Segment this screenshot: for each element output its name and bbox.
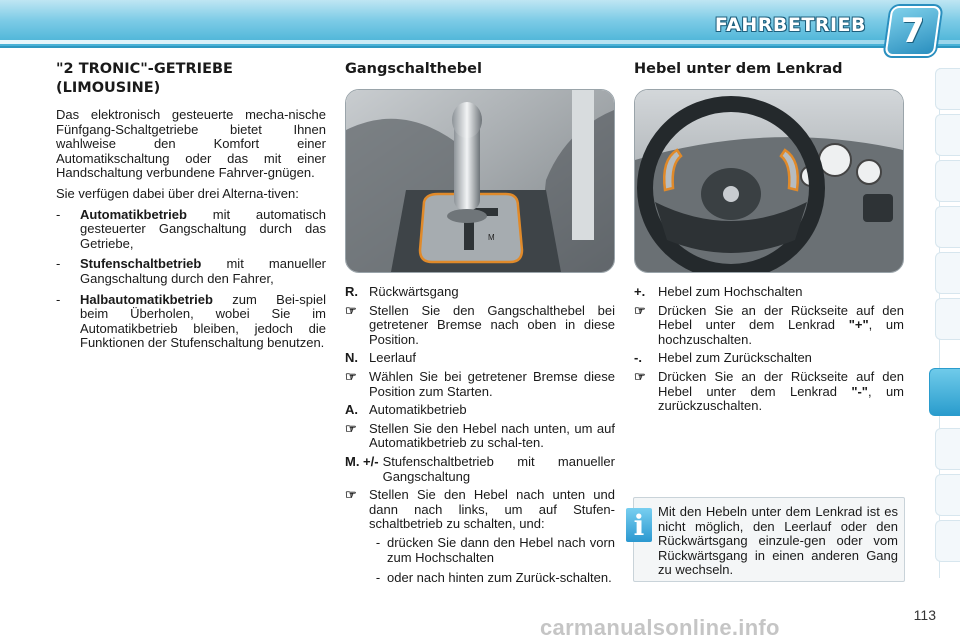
mode-text	[80, 293, 326, 351]
paddle-item	[634, 304, 904, 348]
gear-item	[345, 285, 615, 300]
chapter-number-badge	[884, 6, 941, 56]
steering-wheel-illustration	[635, 90, 903, 272]
gear-item	[345, 488, 615, 532]
sub-item	[369, 536, 615, 565]
mode-desc: mit automatisch gesteuerter Gangschaltung durch das Getriebe,	[80, 206, 326, 251]
list-dash: -	[56, 206, 61, 222]
mode-desc: mit manueller Gangschaltung durch den Fahrer,	[80, 256, 326, 286]
steering-wheel-photo	[634, 89, 904, 273]
item-text-part: Drücken Sie an der Rückseite auf den Hebel unter dem Lenkrad	[658, 368, 904, 399]
side-tab-10[interactable]	[935, 520, 960, 562]
gear-item	[345, 370, 615, 399]
column-steering-paddles	[634, 60, 904, 418]
section-title-gear-lever: Gangschalthebel	[345, 61, 482, 77]
side-tab-9[interactable]	[935, 474, 960, 516]
chapter-number: 7	[901, 11, 925, 51]
hand-pointer-icon: ☞	[345, 487, 357, 503]
intro-paragraph: Das elektronisch gesteuerte mecha-nische Fünfgang-Schaltgetriebe bietet Ihnen wahlweise den Komfort einer Automatikschaltung oder das mit einer Handschaltung verbundene Fahrver-gnügen.	[56, 107, 326, 181]
side-tab-3[interactable]	[935, 160, 960, 202]
info-icon: i	[626, 508, 652, 542]
item-key: R.	[345, 284, 358, 299]
item-key: M. +/-	[345, 453, 379, 469]
title-line-2: (LIMOUSINE)	[56, 80, 161, 96]
item-text: Automatikbetrieb	[369, 402, 467, 418]
item-text-tail: , um zurückzuschalten.	[658, 383, 904, 414]
mode-term: Automatikbetrieb	[80, 206, 187, 222]
item-text: Stufenschaltbetrieb mit manueller Gangschaltung	[382, 453, 615, 484]
hand-pointer-icon: ☞	[345, 420, 357, 436]
mode-term: Stufenschaltbetrieb	[80, 256, 202, 272]
side-tab-5[interactable]	[935, 252, 960, 294]
mode-item	[56, 293, 326, 351]
mode-term: Halbautomatikbetrieb	[80, 291, 213, 307]
column-gear-lever	[345, 60, 615, 592]
item-text: Hebel zum Zurückschalten	[658, 350, 812, 366]
side-tab-7-active[interactable]	[929, 368, 960, 416]
svg-text:M: M	[488, 233, 495, 242]
page-number: 113	[913, 607, 936, 623]
side-tab-6[interactable]	[935, 298, 960, 340]
item-text: Wählen Sie bei getretener Bremse diese Position zum Starten.	[369, 368, 615, 399]
hand-pointer-icon: ☞	[634, 368, 646, 384]
gear-item	[345, 422, 615, 451]
list-dash: -	[375, 534, 381, 550]
paddle-item	[634, 351, 904, 366]
gear-item	[345, 351, 615, 366]
hand-pointer-icon: ☞	[345, 368, 357, 384]
item-text: Rückwärtsgang	[369, 284, 459, 299]
sub-item	[369, 571, 615, 586]
chapter-side-tabs	[928, 68, 960, 578]
mode-item	[56, 208, 326, 252]
paddle-item	[634, 285, 904, 300]
section-title-steering-paddles: Hebel unter dem Lenkrad	[634, 61, 843, 77]
hand-pointer-icon: ☞	[345, 302, 357, 318]
hand-pointer-icon: ☞	[634, 302, 646, 318]
header-stripe	[0, 40, 960, 44]
gear-item	[345, 304, 615, 348]
side-tab-8[interactable]	[935, 428, 960, 470]
side-tab-4[interactable]	[935, 206, 960, 248]
list-dash: -	[375, 570, 381, 586]
item-text-tail: , um hochzuschalten.	[658, 317, 904, 347]
item-text	[658, 304, 904, 348]
gear-item	[345, 455, 615, 484]
mode-text	[80, 257, 326, 286]
item-key: N.	[345, 350, 358, 366]
side-tab-2[interactable]	[935, 114, 960, 156]
sub-item-text: drücken Sie dann den Hebel nach vorn zum Hochschalten	[387, 534, 615, 565]
mode-desc: zum Bei-spiel beim Überholen, wobei Sie im Automatikbetrieb bleiben, jedoch die Funktionen der Stufenschaltung benutzen.	[80, 291, 326, 351]
gear-item	[345, 403, 615, 418]
alternatives-intro: Sie verfügen dabei über drei Alterna-tiven:	[56, 185, 299, 201]
side-tab-1[interactable]	[935, 68, 960, 110]
item-text: Hebel zum Hochschalten	[658, 284, 803, 299]
chapter-title: FAHRBETRIEB	[714, 14, 866, 36]
mode-item	[56, 257, 326, 286]
item-text	[658, 370, 904, 414]
mode-text	[80, 208, 326, 252]
item-text-part: Drücken Sie an der Rückseite auf den Hebel unter dem Lenkrad	[658, 302, 904, 333]
item-key: A.	[345, 402, 358, 418]
item-text-bold: "-"	[851, 383, 868, 399]
watermark: carmanualsonline.info	[540, 615, 780, 640]
item-text-bold: "+"	[848, 317, 869, 333]
info-text: Mit den Hebeln unter dem Lenkrad ist es nicht möglich, den Leerlauf oder den Rückwärtsgang einzule-gen oder vom Rückwärtsgang in einen anderen Gang zu wechseln.	[658, 504, 898, 578]
column-gearbox-intro	[56, 60, 326, 357]
title-line-1: "2 TRONIC"-GETRIEBE	[56, 61, 233, 77]
item-text: Stellen Sie den Hebel nach unten, um auf Automatikbetrieb zu schal-ten.	[369, 420, 615, 451]
item-text: Stellen Sie den Hebel nach unten und dann nach links, um auf Stufen-schaltbetrieb zu schalten, und:	[369, 487, 615, 532]
sub-item-text: oder nach hinten zum Zurück-schalten.	[387, 570, 612, 586]
paddle-item	[634, 370, 904, 414]
item-key: -.	[634, 350, 642, 366]
section-title-2tronic	[56, 60, 326, 98]
item-text: Stellen Sie den Gangschalthebel bei getretener Bremse nach oben in diese Position.	[369, 302, 615, 347]
list-dash: -	[56, 291, 61, 307]
chapter-header-band	[0, 0, 960, 51]
info-box	[633, 497, 905, 582]
item-key: +.	[634, 284, 646, 299]
item-text: Leerlauf	[369, 350, 416, 366]
gear-lever-photo	[345, 89, 615, 273]
list-dash: -	[56, 256, 61, 272]
gear-lever-illustration	[346, 90, 614, 272]
